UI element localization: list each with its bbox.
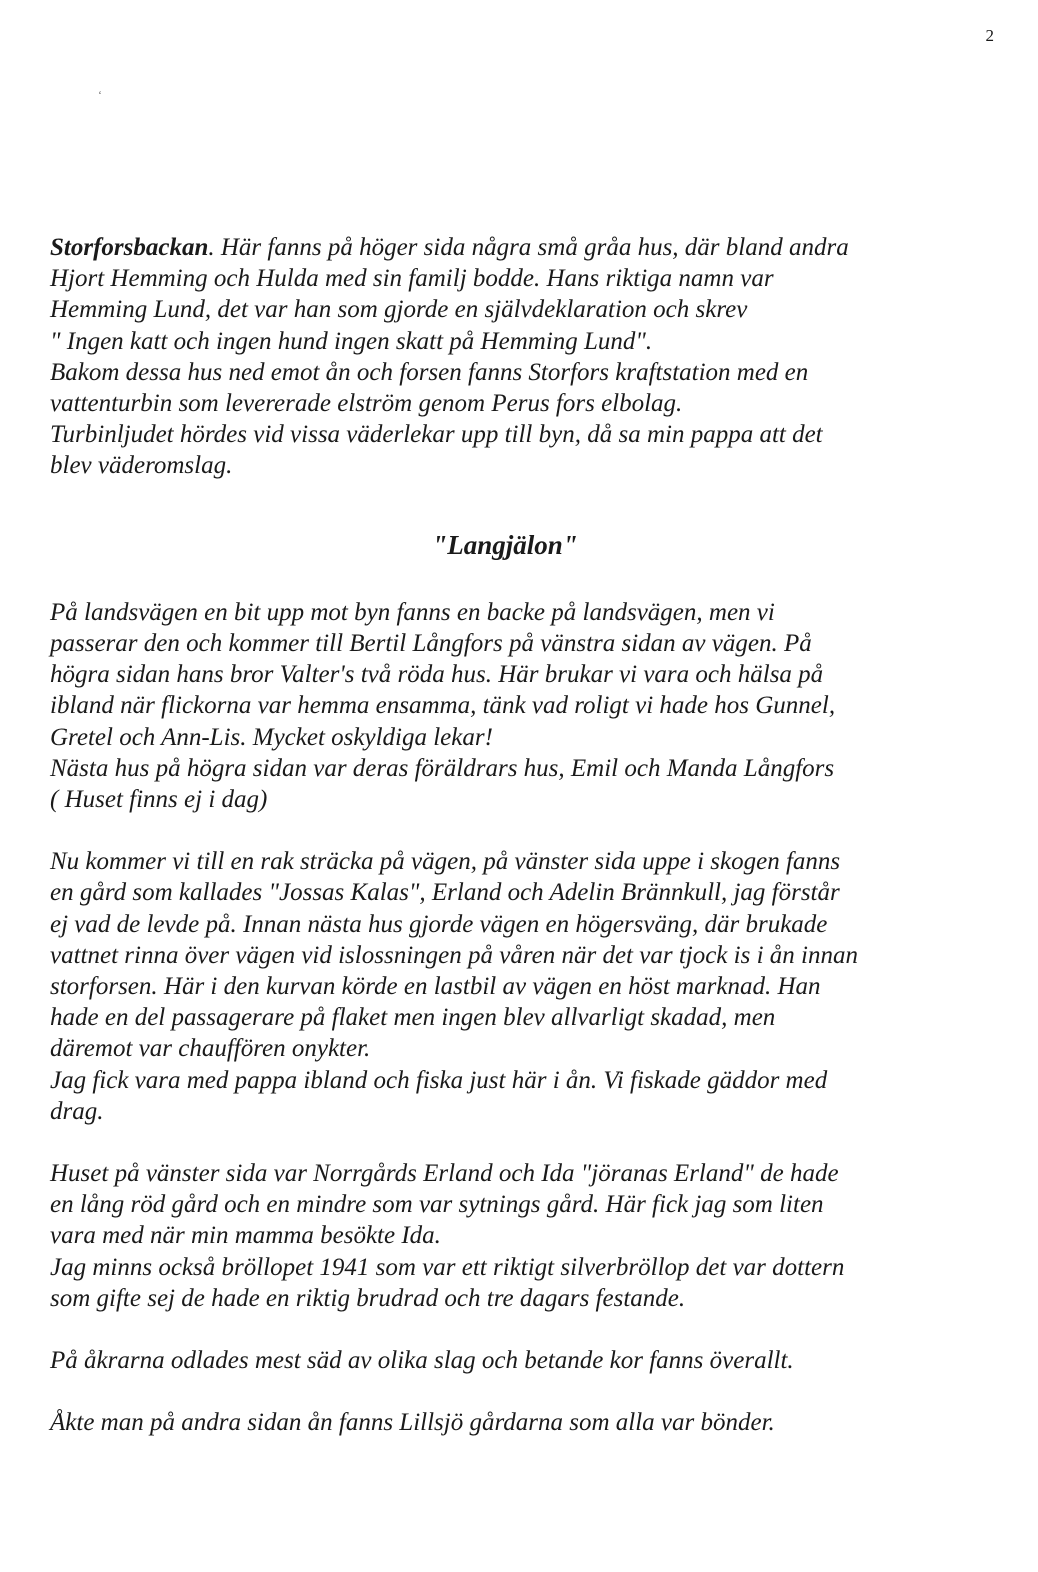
text-line: däremot var chauffören onykter. (50, 1035, 371, 1063)
text-line: Åkte man på andra sidan ån fanns Lillsjö gårdarna som alla var bönder. (50, 1409, 775, 1437)
lead-term: Storforsbackan (50, 234, 209, 261)
paragraph-gap (50, 1376, 1000, 1407)
text-line: Huset på vänster sida var Norrgårds Erland och Ida "jöranas Erland" de hade (50, 1160, 839, 1188)
paragraph-1 (50, 597, 1000, 815)
paragraph-3 (50, 1158, 1000, 1314)
text-line: Bakom dessa hus ned emot ån och forsen fanns Storfors kraftstation med en (50, 358, 809, 386)
text-line: som gifte sej de hade en riktig brudrad och tre dagars festande. (50, 1284, 686, 1312)
text-line: en gård som kallades "Jossas Kalas", Erland och Adelin Brännkull, jag förstår (50, 879, 840, 907)
text-line: högra sidan hans bror Valter's två röda hus. Här brukar vi vara och hälsa på (50, 661, 824, 689)
text-line: ibland när flickorna var hemma ensamma, tänk vad roligt vi hade hos Gunnel, (50, 692, 836, 720)
paragraph-gap (50, 1127, 1000, 1158)
text-line: en lång röd gård och en mindre som var sytnings gård. Här fick jag som liten (50, 1191, 824, 1219)
section-heading: "Langjälon" (432, 529, 578, 560)
text-line: Jag minns också bröllopet 1941 som var ett riktigt silverbröllop det var dottern (50, 1253, 845, 1281)
text-line: Nu kommer vi till en rak sträcka på vägen, på vänster sida uppe i skogen fanns (50, 848, 841, 876)
text-line: vara med när min mamma besökte Ida. (50, 1222, 441, 1250)
text-line: hade en del passagerare på flaket men ingen blev allvarligt skadad, men (50, 1004, 776, 1032)
text-line: Hemming Lund, det var han som gjorde en självdeklaration och skrev (50, 296, 748, 324)
text-line: storforsen. Här i den kurvan körde en lastbil av vägen en höst marknad. Han (50, 973, 821, 1001)
text-line: Gretel och Ann-Lis. Mycket oskyldiga lekar! (50, 723, 493, 751)
paragraph-4 (50, 1345, 1000, 1376)
text-line: Nästa hus på högra sidan var deras föräldrars hus, Emil och Manda Långfors (50, 754, 835, 782)
text-line: vattnet rinna över vägen vid islossningen på våren när det var tjock is i ån innan (50, 941, 858, 969)
text-line: ( Huset finns ej i dag) (50, 786, 268, 814)
text-line: ej vad de levde på. Innan nästa hus gjorde vägen en högersväng, där brukade (50, 910, 828, 938)
section-storforsbackan (50, 232, 1000, 482)
text-line: Turbinljudet hördes vid vissa väderlekar upp till byn, då sa min pappa att det (50, 421, 823, 449)
paragraph-gap (50, 1314, 1000, 1345)
text-line: " Ingen katt och ingen hund ingen skatt på Hemming Lund". (50, 327, 653, 355)
scan-speck: ‘ (98, 88, 102, 102)
text-line: passerar den och kommer till Bertil Långfors på vänstra sidan av vägen. På (50, 630, 812, 658)
paragraph-2 (50, 846, 1000, 1127)
text-line: På åkrarna odlades mest säd av olika slag och betande kor fanns överallt. (50, 1347, 794, 1375)
page-number: 2 (985, 26, 994, 45)
text-line: vattenturbin som levererade elström genom Perus fors elbolag. (50, 390, 683, 418)
text-line: Jag fick vara med pappa ibland och fiska just här i ån. Vi fiskade gäddor med (50, 1066, 828, 1094)
paragraph-5 (50, 1407, 1000, 1438)
text-line: . Här fanns på höger sida några små gråa hus, där bland andra (208, 234, 849, 261)
text-line: blev väderomslag. (50, 452, 233, 480)
text-line: drag. (50, 1097, 104, 1125)
text-line: Hjort Hemming och Hulda med sin familj bodde. Hans riktiga namn var (50, 265, 774, 293)
paragraph-gap (50, 815, 1000, 846)
document-body (50, 232, 1000, 1439)
text-line: På landsvägen en bit upp mot byn fanns en backe på landsvägen, men vi (50, 598, 775, 626)
